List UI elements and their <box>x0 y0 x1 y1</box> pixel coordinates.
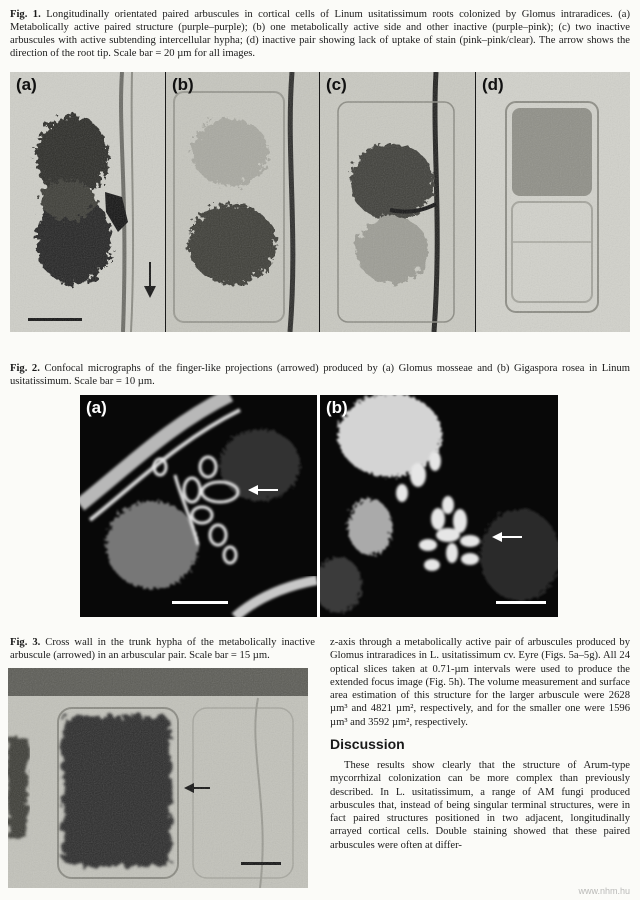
micrograph-d <box>476 72 630 332</box>
figure-3-label: Fig. 3. <box>10 637 41 648</box>
cross-wall-micrograph <box>8 668 308 888</box>
discussion-paragraph: These results show clearly that the structure of Arum-type mycorrhizal colonization can be more complex than previously described. In L. usitatissimum, a range of AM fungi produced arbuscules that, instead of being singular terminal structures, were in fact paired structures positioned in two adjacent, longitudinally arrayed cortical cells. Double staining showed that these paired arbuscules were often at differ- <box>330 760 630 851</box>
panel-label-d: (d) <box>482 75 504 94</box>
figure-3-caption-text: Cross wall in the trunk hypha of the metabolically inactive arbuscule (arrowed) in an arbuscular pair. Scale bar = 15 µm. <box>10 637 315 661</box>
figure-1-caption <box>10 8 630 60</box>
discussion-heading: Discussion <box>330 736 405 752</box>
figure-3-micrograph <box>8 668 308 888</box>
figure-1-panel-d <box>476 72 630 332</box>
figure-1-caption-text: Longitudinally orientated paired arbuscules in cortical cells of Linum usitatissimum roots colonized by Glomus intraradices. (a) Metabolically active paired structure (purple–purple); (b) one metabolically active side and other inactive (purple–pink); (c) two inactive arbuscules with active subtending intercellular hypha; (d) inactive pair showing lack of uptake of stain (pink–pink/clear). The arrow shows the direction of the root tip. Scale bar = 20 µm for all images. <box>10 9 630 59</box>
watermark: www.nhm.hu <box>578 886 630 896</box>
figure-2-label: Fig. 2. <box>10 363 40 374</box>
figure-2-caption-text: Confocal micrographs of the finger-like projections (arrowed) produced by (a) Glomus mosseae and (b) Gigaspora rosea in Linum usitatissimum. Scale bar = 10 µm. <box>10 363 630 387</box>
micrograph-b <box>166 72 319 332</box>
confocal-a <box>80 395 317 617</box>
figure-2-micrographs <box>80 395 558 617</box>
confocal-b <box>320 395 558 617</box>
micrograph-a <box>10 72 165 332</box>
scale-bar <box>496 601 546 604</box>
panel-label-a: (a) <box>16 75 37 94</box>
figure-2-panel-a <box>80 395 317 617</box>
micrograph-c <box>320 72 475 332</box>
scale-bar <box>172 601 228 604</box>
fig2-panel-label-a: (a) <box>86 398 107 417</box>
figure-1-panel-b <box>166 72 319 332</box>
figure-1-label: Fig. 1. <box>10 9 41 20</box>
figure-2-panel-b <box>320 395 558 617</box>
panel-label-c: (c) <box>326 75 347 94</box>
figure-1-panel-a <box>10 72 165 332</box>
results-paragraph: z-axis through a metabolically active pair of arbuscules produced by Glomus intraradices in L. usitatissimum cv. Eyre (Figs. 5a–5g). All 24 optical slices taken at 0.71-µm intervals were used to produce the extended focus image (Fig. 5h). The volume measurement and surface area estimation of this structure for the larger arbuscule were 2628 µm³ and 4821 µm², respectively, and for the smaller one were 1596 µm³ and 3592 µm², respectively. <box>330 637 630 728</box>
fig2-panel-label-b: (b) <box>326 398 348 417</box>
figure-1-panel-c <box>320 72 475 332</box>
panel-label-b: (b) <box>172 75 194 94</box>
figure-3-caption <box>10 636 315 662</box>
figure-2-caption <box>10 362 630 388</box>
figure-1-micrographs <box>10 72 630 332</box>
